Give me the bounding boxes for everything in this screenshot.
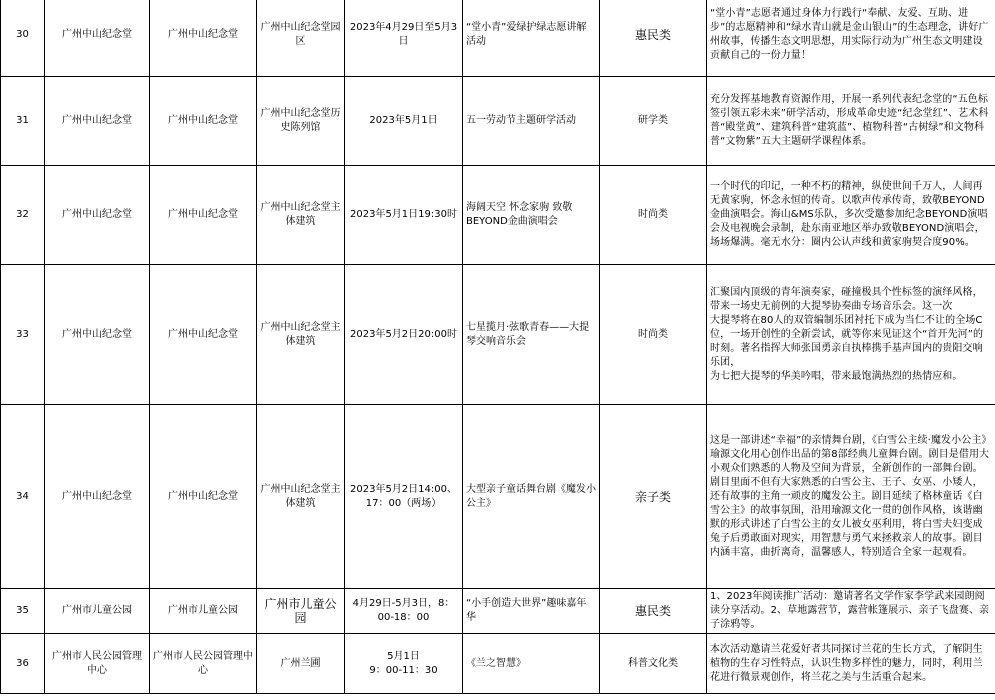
date-cell: 2023年5月2日14:00、17：00（两场）	[345, 405, 463, 589]
table-row	[1, 77, 995, 166]
table-row	[1, 589, 995, 634]
event-name-cell: “小手创造大世界”趣味嘉年华	[463, 589, 600, 634]
venue-cell: 广州中山纪念堂主体建筑	[257, 166, 345, 265]
description-cell: 一个时代的印记，一种不朽的精神，纵使世间千万人，人间再无黄家驹，怀念永恒的传奇。以歌声传承传奇，致敬BEYOND金曲演唱会。海山&MS乐队，多次受邀参加纪念BEYOND演唱会及电视晚会录制，赴东南亚地区举办致敬BEYOND演唱会，场场爆满。毫无水分：圈内公认声线和黄家驹契合度90%。	[707, 166, 995, 265]
date-cell: 5月1日 9：00-11：30	[345, 634, 463, 694]
event-type-cell: 时尚类	[600, 265, 707, 405]
event-type-cell: 惠民类	[600, 589, 707, 634]
table-row	[1, 634, 995, 694]
organizer-cell: 广州中山纪念堂	[45, 0, 150, 77]
host-unit-cell: 广州中山纪念堂	[150, 405, 257, 589]
event-type-cell: 惠民类	[600, 0, 707, 77]
host-unit-cell: 广州中山纪念堂	[150, 77, 257, 166]
date-cell: 2023年5月2日20:00时	[345, 265, 463, 405]
event-name-cell: 大型亲子童话舞台剧《魔发小公主》	[463, 405, 600, 589]
row-number: 36	[1, 634, 45, 694]
event-name-cell: 五一劳动节主题研学活动	[463, 77, 600, 166]
event-name-cell: 七星揽月·弦歌青春——大提琴交响音乐会	[463, 265, 600, 405]
host-unit-cell: 广州市人民公园管理中心	[150, 634, 257, 694]
event-type-cell: 研学类	[600, 77, 707, 166]
description-cell: 这是一部讲述“幸福”的亲情舞台剧，《白雪公主续·魔发小公主》瑜源文化用心创作出品的第8部经典儿童舞台剧。剧目是借用大小观众们熟悉的人物及空间为背景，全新创作的一部舞台剧。剧目里面不但有大家熟悉的白雪公主、王子、女巫、小矮人，还有故事的主角一顽皮的魔发公主。剧目延续了格林童话《白雪公主》的故事氛围，沿用瑜源文化一贯的创作风格，该谐幽默的形式讲述了白雪公主的女儿被女巫利用，将白雪夫妇变成兔子后勇敢面对现实，用智慧与勇气来拯救亲人的故事。剧目内涵丰富，曲折离奇，温馨感人，特别适合全家一起观看。	[707, 405, 995, 589]
venue-cell: 广州中山纪念堂主体建筑	[257, 265, 345, 405]
event-name-cell: 《兰之智慧》	[463, 634, 600, 694]
event-name-cell: 海阔天空 怀念家驹 致敬BEYOND金曲演唱会	[463, 166, 600, 265]
row-number: 32	[1, 166, 45, 265]
organizer-cell: 广州中山纪念堂	[45, 405, 150, 589]
venue-cell: 广州中山纪念堂主体建筑	[257, 405, 345, 589]
venue-cell: 广州中山纪念堂历史陈列馆	[257, 77, 345, 166]
event-type-cell: 时尚类	[600, 166, 707, 265]
organizer-cell: 广州市人民公园管理中心	[45, 634, 150, 694]
row-number: 34	[1, 405, 45, 589]
organizer-cell: 广州中山纪念堂	[45, 265, 150, 405]
venue-cell: 广州中山纪念堂园区	[257, 0, 345, 77]
row-number: 33	[1, 265, 45, 405]
date-cell: 2023年4月29日至5月3日	[345, 0, 463, 77]
event-type-cell: 亲子类	[600, 405, 707, 589]
row-number: 35	[1, 589, 45, 634]
organizer-cell: 广州中山纪念堂	[45, 77, 150, 166]
event-name-cell: “堂小青”爱绿护绿志愿讲解活动	[463, 0, 600, 77]
host-unit-cell: 广州市儿童公园	[150, 589, 257, 634]
table-row	[1, 405, 995, 589]
description-cell: 汇聚国内顶级的青年演奏家，碰撞极具个性标签的演绎风格，带来一场史无前例的大提琴协奏曲专场音乐会。这一次 大提琴将在80人的双管编制乐团衬托下成为当仁不让的全场C位，一场开创性的全新尝试，就等你来见证这个“首开先河”的时刻。著名指挥大师张国勇亲自执棒携手基声国内的贵阳交响乐团， 为七把大提琴的华美吟唱，带来最饱满热烈的热情应和。	[707, 265, 995, 405]
host-unit-cell: 广州中山纪念堂	[150, 265, 257, 405]
description-cell: 充分发挥基地教育资源作用，开展一系列代表纪念堂的“五色标签引领五彩未来”研学活动，形成革命史迹“纪念堂红”、艺术科普“殿堂黄”、建筑科普“建筑蓝”、植物科普“古树绿”和文物科普“文物紫”五大主题研学课程体系。	[707, 77, 995, 166]
table-row	[1, 166, 995, 265]
date-cell: 2023年5月1日19:30时	[345, 166, 463, 265]
organizer-cell: 广州中山纪念堂	[45, 166, 150, 265]
date-cell: 2023年5月1日	[345, 77, 463, 166]
table-row	[1, 265, 995, 405]
table-row	[1, 0, 995, 77]
description-cell: 1、2023年阅读推广活动：邀请著名文学作家李学武来园朗阅读分享活动。2、草地露营节，露营帐篷展示、亲子飞盘赛、亲子涂鸦等。	[707, 589, 995, 634]
row-number: 30	[1, 0, 45, 77]
host-unit-cell: 广州中山纪念堂	[150, 166, 257, 265]
event-type-cell: 科普文化类	[600, 634, 707, 694]
organizer-cell: 广州市儿童公园	[45, 589, 150, 634]
venue-cell: 广州市儿童公园	[257, 589, 345, 634]
date-cell: 4月29日-5月3日，8：00-18：00	[345, 589, 463, 634]
description-cell: “堂小青”志愿者通过身体力行践行“奉献、友爱、互助、进步”的志愿精神和“绿水青山就是金山银山”的生态理念，讲好广州故事，传播生态文明思想，用实际行动为广州生态文明建设贡献自己的一份力量！	[707, 0, 995, 77]
row-number: 31	[1, 77, 45, 166]
host-unit-cell: 广州中山纪念堂	[150, 0, 257, 77]
venue-cell: 广州兰圃	[257, 634, 345, 694]
description-cell: 本次活动邀请兰花爱好者共同探讨兰花的生长方式，了解阴生植物的生存习性特点，认识生物多样性的魅力，同时，利用兰花进行微景观创作，将兰花之美与生活重合起来。	[707, 634, 995, 694]
